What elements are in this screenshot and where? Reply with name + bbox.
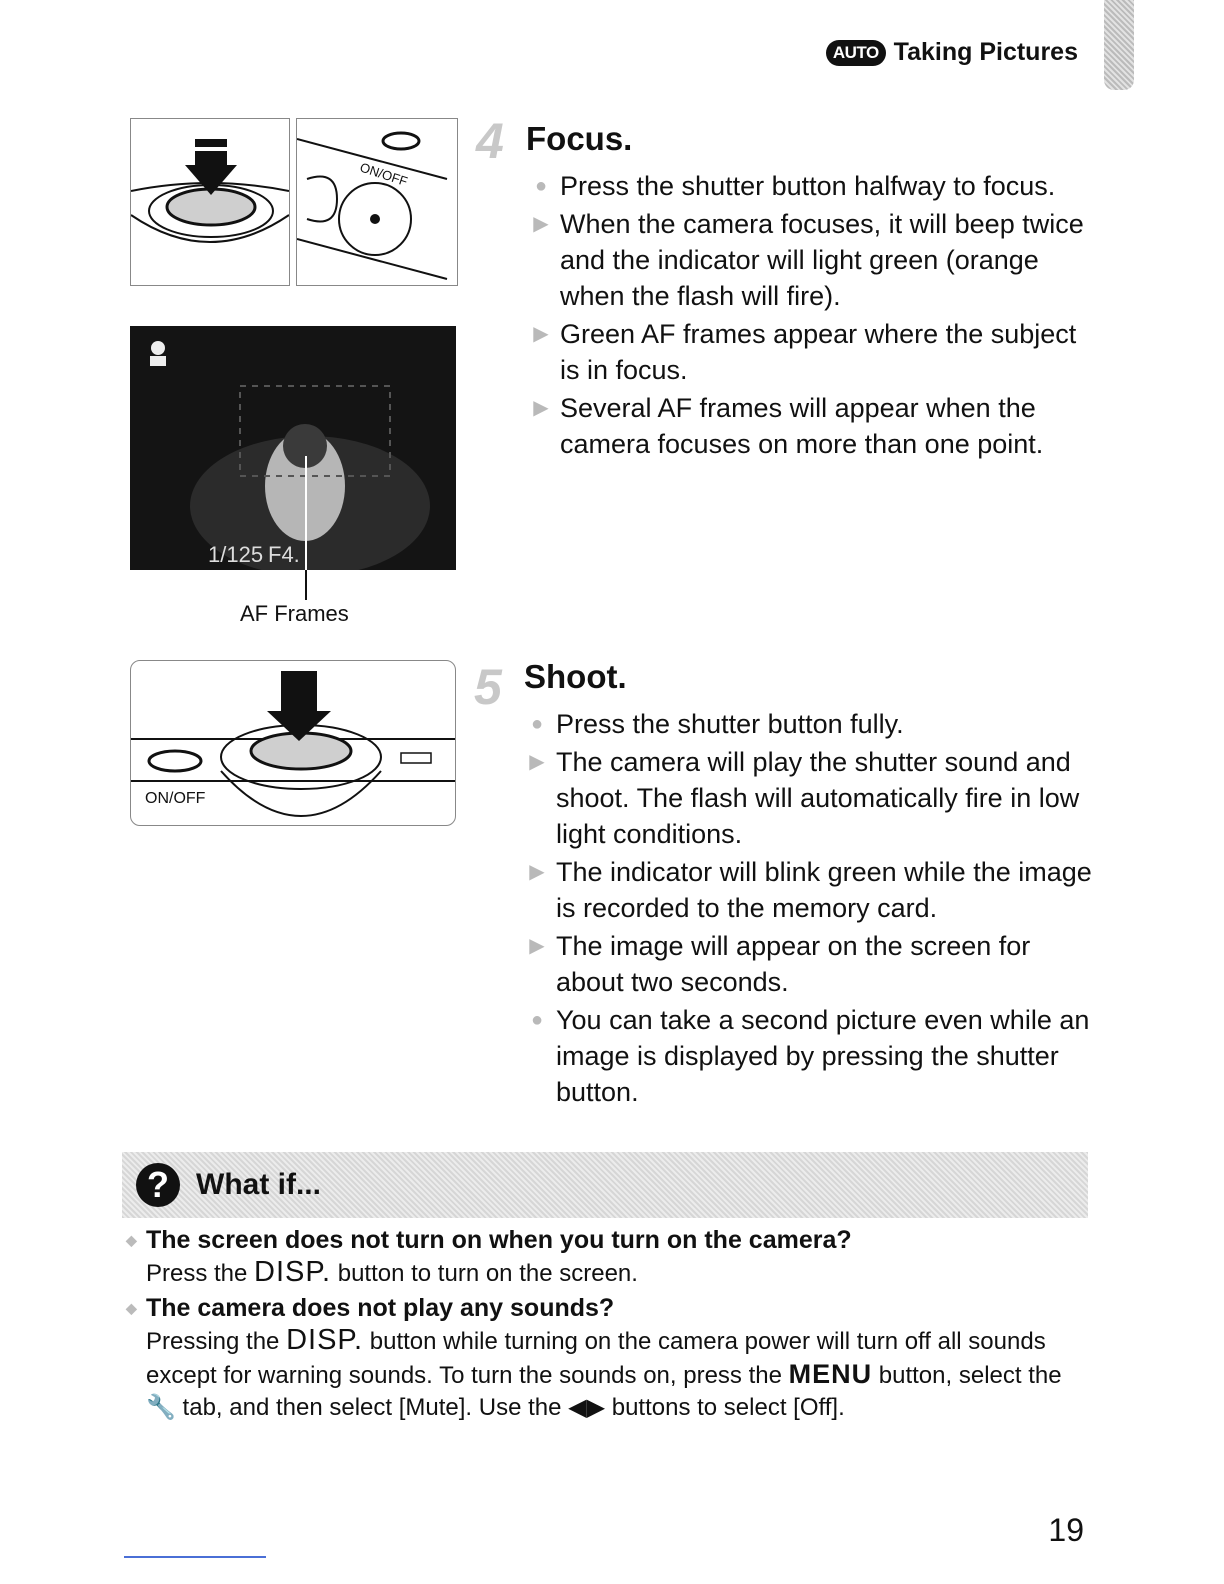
result-arrow-icon: ▶ (529, 751, 545, 773)
what-if-question: ◆ The camera does not play any sounds? (126, 1294, 615, 1322)
lcd-shutter-speed: 1/125 (208, 542, 264, 567)
step-4-title: Focus. (526, 120, 633, 157)
list-item: ▶ When the camera focuses, it will beep twice and the indicator will light green (orange when the flash will fire). (526, 206, 1096, 314)
lcd-aperture: F4. (268, 542, 300, 567)
list-item: ▶ The indicator will blink green while the image is recorded to the memory card. (522, 854, 1094, 926)
onoff-label: ON/OFF (145, 790, 206, 807)
result-arrow-icon: ▶ (529, 861, 545, 883)
section-title: Taking Pictures (893, 38, 1078, 66)
lcd-scene (130, 326, 456, 570)
step-bullet-icon: ● (530, 713, 544, 735)
list-item: ● Press the shutter button halfway to focus. (526, 168, 1096, 204)
lcd-screen-preview (130, 326, 456, 570)
step-5-bullets (522, 706, 1094, 1112)
shutter-half-press-drawing (131, 119, 289, 285)
menu-button-label: MENU (788, 1359, 873, 1389)
result-arrow-icon: ▶ (533, 323, 549, 345)
onoff-label: ON/OFF (358, 159, 410, 190)
list-item: ▶ Several AF frames will appear when the camera focuses on more than one point. (526, 390, 1096, 462)
step-bullet-icon: ● (534, 175, 548, 197)
step-4-number: 4 (476, 113, 504, 169)
what-if-question: ◆ The screen does not turn on when you turn on the camera? (126, 1226, 852, 1254)
list-item: ● Press the shutter button fully. (522, 706, 1094, 742)
step-5-title: Shoot. (524, 658, 627, 695)
list-item: ▶ The camera will play the shutter sound and shoot. The flash will automatically fire in low light conditions. (522, 744, 1094, 852)
result-arrow-icon: ▶ (533, 213, 549, 235)
what-if-title: What if... (196, 1168, 321, 1201)
disp-button-label: DISP. (254, 1256, 332, 1288)
af-frames-leader-line (305, 570, 307, 600)
list-item: ● You can take a second picture even while an image is displayed by pressing the shutter button. (522, 1002, 1094, 1110)
what-if-list (126, 1224, 1076, 1424)
shutter-half-press-illustration (130, 118, 290, 286)
what-if-answer: Press the DISP. button to turn on the screen. (146, 1256, 638, 1288)
footer-rule (124, 1556, 266, 1558)
question-icon: ? (136, 1163, 180, 1207)
auto-mode-badge: AUTO (826, 40, 886, 66)
disp-button-label: DISP. (286, 1324, 364, 1356)
af-frames-caption: AF Frames (240, 601, 349, 626)
what-if-banner (122, 1152, 1088, 1218)
setup-tab-icon: 🔧 (146, 1394, 176, 1421)
page-number: 19 (1048, 1512, 1084, 1548)
shutter-full-press-drawing (131, 661, 455, 825)
step-bullet-icon: ● (530, 1009, 544, 1031)
left-right-arrows-icon: ◀▶ (568, 1394, 606, 1421)
bullet-dot-icon: ◆ (126, 1300, 137, 1316)
step-5-number: 5 (474, 659, 502, 715)
step-4-bullets (526, 168, 1096, 464)
result-arrow-icon: ▶ (533, 397, 549, 419)
camera-top-onoff-illustration (296, 118, 458, 286)
result-arrow-icon: ▶ (529, 935, 545, 957)
list-item: ▶ Green AF frames appear where the subject is in focus. (526, 316, 1096, 388)
shutter-full-press-illustration (130, 660, 456, 826)
what-if-answer: Pressing the DISP. button while turning on the camera power will turn off all sounds except for warning sounds. To turn the sounds on, press the MENU button, select the 🔧 tab, and then select [Mute]. Use the ◀▶ buttons to select [Off]. (146, 1324, 1062, 1421)
list-item: ▶ The image will appear on the screen for about two seconds. (522, 928, 1094, 1000)
camera-top-drawing (297, 119, 457, 285)
section-header (826, 38, 1078, 67)
bullet-dot-icon: ◆ (126, 1232, 137, 1248)
page-edge-tab (1104, 0, 1134, 90)
